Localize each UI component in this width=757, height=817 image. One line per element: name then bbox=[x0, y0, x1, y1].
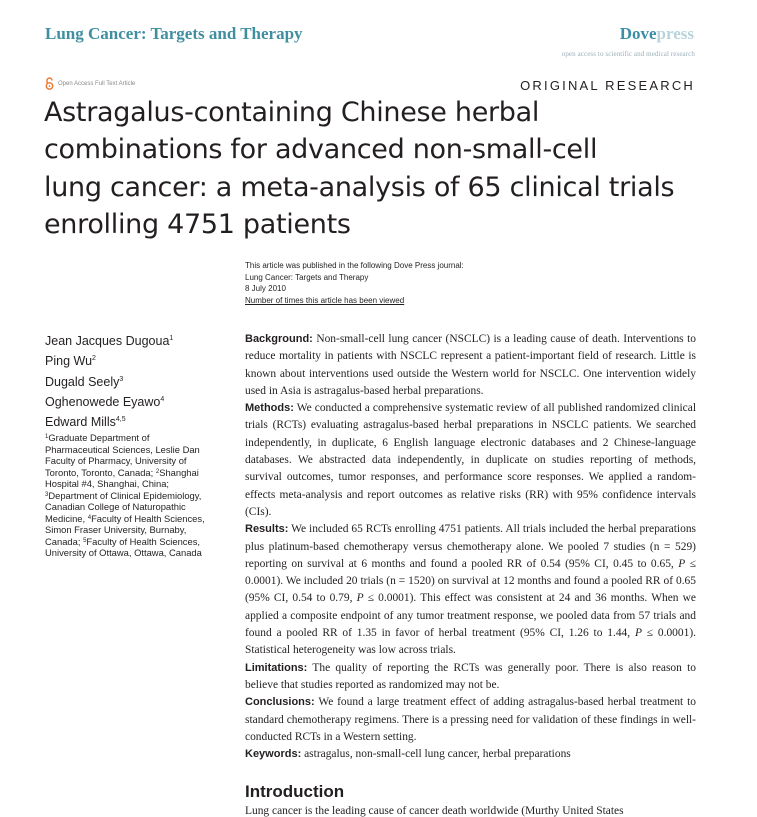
title-line: lung cancer: a meta-analysis of 65 clinical trials bbox=[44, 171, 675, 203]
abstract-limitations: Limitations: The quality of reporting the RCTs was generally poor. There is also reason to believe that studies reported as randomized may not be. bbox=[245, 661, 696, 691]
publisher-tagline: open access to scientific and medical research bbox=[561, 50, 695, 58]
introduction-first-line: Lung cancer is the leading cause of cancer death worldwide (Murthy United States bbox=[245, 805, 624, 817]
abstract-methods: Methods: We conducted a comprehensive systematic review of all published randomized clinical trials (RCTs) evaluating astragalus-based herbal preparations in NSCLC patients. We searched independently, in duplicate, 6 English language electronic databases and 2 Chinese-language databases. We abstracted data independently, in duplicate on studies reporting of methods, survival outcomes, tumor responses, and performance score responses. We applied a random-effects meta-analysis and report outcomes as relative risks (RR) with 95% confidence intervals (CIs). bbox=[245, 402, 696, 518]
logo-press: press bbox=[656, 24, 694, 43]
author-list bbox=[45, 330, 173, 431]
abstract-conclusions: Conclusions: We found a large treatment effect of adding astragalus-based herbal treatment to standard chemotherapy regimens. There is a pressing need for validation of these findings in well-conducted RCTs in a Western setting. bbox=[245, 696, 696, 743]
pubinfo-date: 8 July 2010 bbox=[245, 284, 286, 293]
pubinfo-journal-note: This article was published in the following Dove Press journal: bbox=[245, 261, 464, 270]
title-line: combinations for advanced non-small-cell bbox=[44, 134, 598, 166]
publisher-logo bbox=[620, 24, 694, 44]
author: Jean Jacques Dugoua$^1$ bbox=[45, 334, 174, 348]
open-access-label: Open Access Full Text Article bbox=[58, 80, 136, 87]
affiliations: $^1$Graduate Department of Pharmaceutical Sciences, Leslie Dan Faculty of Pharmacy, University of Toronto, Toronto, Canada; $^2$Shanghai Hospital #4, Shanghai, China; $^3$Department of Clinical Epidemiology, Canadian College of Naturopathic Medicine, $^4$Faculty of Health Sciences, Simon Fraser University, Burnaby, Canada; $^5$Faculty of Health Sciences, University of Ottawa, Ottawa, Canada bbox=[45, 432, 205, 558]
open-access-badge bbox=[45, 77, 135, 90]
author: Oghenowede Eyawo$^4$ bbox=[45, 394, 165, 409]
publication-info bbox=[245, 260, 464, 306]
abstract-results: Results: We included 65 RCTs enrolling 4751 patients. All trials included the herbal preparations plus platinum-based chemotherapy versus chemotherapy alone. We pooled 7 studies (n = 529) reporting on survival at 6 months and found a pooled RR of 0.54 (95% CI, 0.45 to 0.65, P ≤ 0.0001). We included 20 trials (n = 1520) on survival at 12 months and found a pooled RR of 0.65 (95% CI, 0.54 to 0.79, P ≤ 0.0001). This effect was consistent at 24 and 36 months. When we applied a composite endpoint of any tumor treatment response, we pooled data from 57 trials and found a pooled RR of 1.35 in favor of herbal treatment (95% CI, 1.26 to 1.44, P ≤ 0.0001). Statistical heterogeneity was low across trials. bbox=[245, 523, 696, 657]
journal-title: Lung Cancer: Targets and Therapy bbox=[45, 24, 303, 43]
logo-dove: Dove bbox=[619, 24, 657, 43]
pubinfo-journal-name: Lung Cancer: Targets and Therapy bbox=[245, 272, 369, 282]
author: Ping Wu$^2$ bbox=[45, 354, 96, 369]
views-link[interactable]: Number of times this article has been viewed bbox=[245, 295, 405, 305]
article-title bbox=[44, 94, 704, 243]
abstract bbox=[245, 331, 696, 763]
open-access-lock-icon bbox=[45, 77, 54, 90]
author: Dugald Seely$^3$ bbox=[45, 374, 124, 389]
abstract-background: Background: Non-small-cell lung cancer (NSCLC) is a leading cause of death. Interventions to reduce mortality in patients with NSCLC represent a patient-important field of research. Little is known about interventions used outside the Western world for NSCLC. One intervention widely used in Asia is astragalus-based herbal preparations. bbox=[245, 333, 696, 397]
article-type: ORIGINAL RESEARCH bbox=[520, 78, 695, 93]
title-line: Astragalus-containing Chinese herbal bbox=[44, 97, 540, 128]
title-line: enrolling 4751 patients bbox=[44, 208, 351, 240]
author: Edward Mills$^{4,5}$ bbox=[45, 415, 126, 430]
introduction-heading: Introduction bbox=[245, 782, 345, 801]
abstract-keywords: Keywords: astragalus, non-small-cell lung cancer, herbal preparations bbox=[245, 748, 571, 761]
